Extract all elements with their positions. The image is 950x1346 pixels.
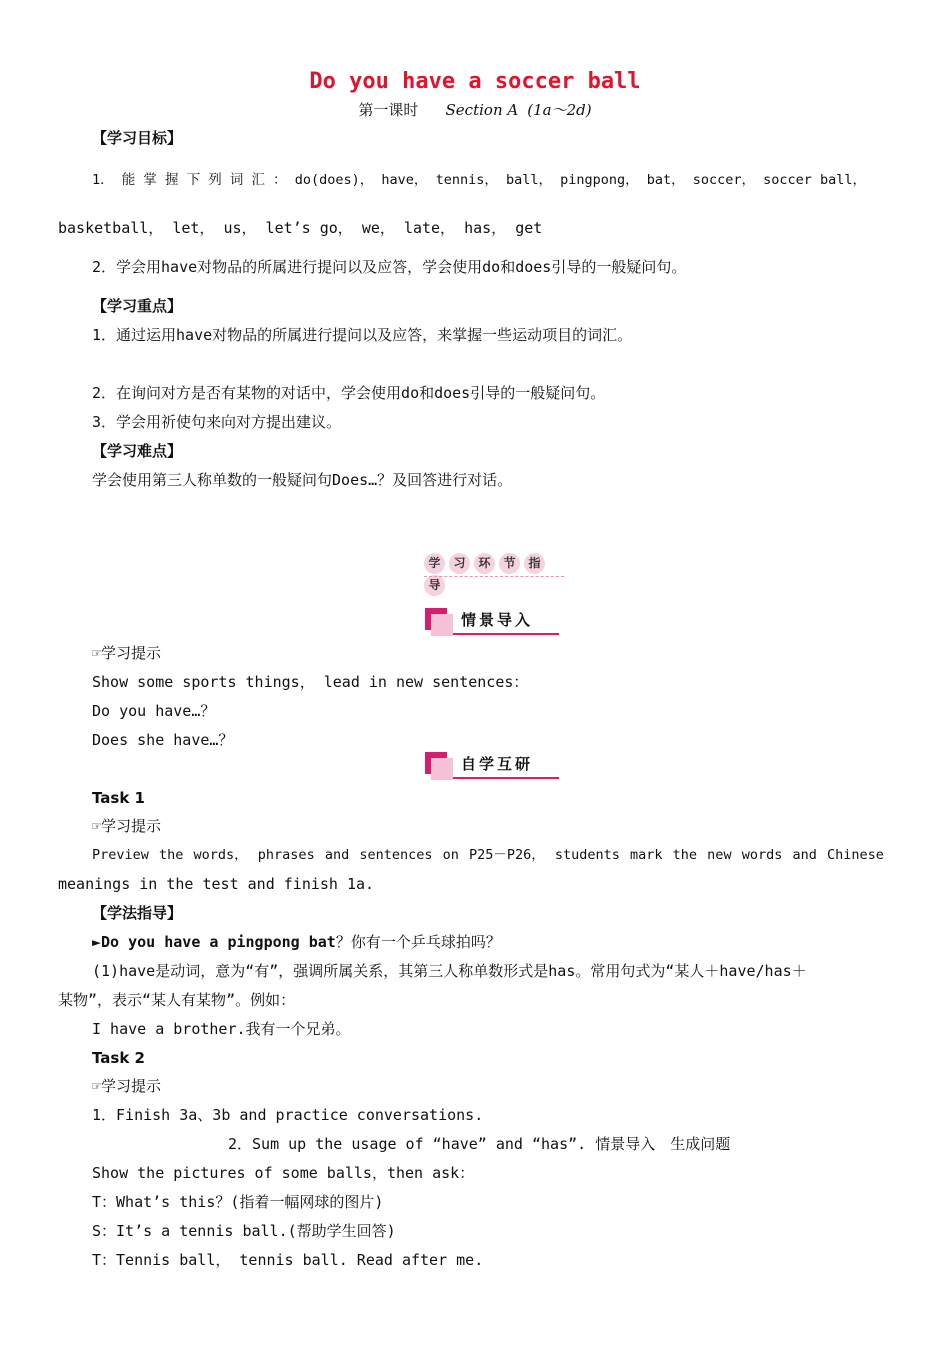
focus-heading: 【学习重点】	[92, 297, 183, 315]
learning-steps-banner	[424, 552, 564, 592]
focus-item-2: 2．在询问对方是否有某物的对话中，学会使用do和does引导的一般疑问句。	[92, 384, 606, 402]
document-title: Do you have a soccer ball	[309, 69, 641, 94]
section-header-self-study	[425, 752, 559, 778]
grammar-example: I have a brother.我有一个兄弟。	[92, 1020, 351, 1038]
task-2-item-1: 1．Finish 3a、3b and practice conversations.	[92, 1106, 484, 1124]
banner-char: 学	[424, 553, 445, 574]
focus-item-3: 3．学会用祈使句来向对方提出建议。	[92, 413, 342, 431]
goals-heading: 【学习目标】	[92, 129, 183, 147]
section-header-scenario	[425, 608, 559, 634]
section-square-icon	[431, 614, 453, 636]
preview-line-1: Preview the words， phrases and sentences on P25－P26， students mark the new words and Chinese	[92, 847, 884, 863]
focus-item-1: 1．通过运用have对物品的所属进行提问以及应答，来掌握一些运动项目的词汇。	[92, 326, 633, 344]
document-subtitle	[0, 100, 950, 120]
section-range: (1a～2d)	[527, 101, 592, 119]
example-sentence-translation: ？你有一个乒乓球拍吗？	[335, 933, 501, 951]
section-underline	[453, 633, 559, 635]
goals-item-2: 2．学会用have对物品的所属进行提问以及应答，学会使用do和does引导的一般疑问句。	[92, 258, 687, 276]
section-header-label: 情景导入	[461, 611, 534, 629]
banner-char: 节	[499, 553, 520, 574]
goals-item-1-line-1: 1． 能 掌 握 下 列 词 汇 ： do(does)， have， tennis， ball， pingpong， bat， soccer， soccer ball，	[92, 172, 867, 188]
section1-line-2: Do you have…？	[92, 702, 216, 720]
show-pictures-line: Show the pictures of some balls，then ask：	[92, 1164, 475, 1182]
grammar-note-line-1: (1)have是动词，意为“有”，强调所属关系，其第三人称单数形式是has。常用句式为“某人＋have/has＋	[92, 962, 807, 980]
example-sentence-english: ►Do you have a pingpong bat	[92, 933, 336, 951]
section1-line-1: Show some sports things， lead in new sentences：	[92, 673, 529, 691]
section-header-label: 自学互研	[461, 755, 534, 773]
section-square-icon	[431, 758, 453, 780]
dialog-line-3: T：Tennis ball， tennis ball. Read after me.	[92, 1251, 484, 1269]
banner-char: 指	[524, 553, 545, 574]
task-2-hint: ☞学习提示	[92, 1077, 162, 1095]
difficulty-heading: 【学习难点】	[92, 442, 183, 460]
banner-char: 导	[424, 575, 445, 596]
difficulty-text: 学会使用第三人称单数的一般疑问句Does…？及回答进行对话。	[92, 471, 513, 489]
section-underline	[453, 777, 559, 779]
section1-hint: ☞学习提示	[92, 644, 162, 662]
banner-char: 环	[474, 553, 495, 574]
task-1-hint: ☞学习提示	[92, 817, 162, 835]
task-2-heading: Task 2	[92, 1049, 145, 1067]
task-2-item-2: 2．Sum up the usage of “have” and “has”. 情景导入 生成问题	[228, 1135, 731, 1153]
banner-char: 习	[449, 553, 470, 574]
example-sentence	[92, 932, 501, 952]
dialog-line-1: T：What’s this？(指着一幅网球的图片)	[92, 1193, 384, 1211]
dialog-line-2: S：It’s a tennis ball.(帮助学生回答)	[92, 1222, 396, 1240]
goals-item-1-line-2: basketball， let， us， let’s go， we， late， has， get	[58, 219, 543, 237]
section1-line-3: Does she have…？	[92, 731, 234, 749]
grammar-note-line-2: 某物”，表示“某人有某物”。例如：	[58, 991, 296, 1009]
banner-underline	[424, 576, 564, 577]
task-1-heading: Task 1	[92, 789, 145, 807]
section-label: Section A	[445, 101, 519, 119]
method-heading: 【学法指导】	[92, 904, 183, 922]
lesson-label: 第一课时	[358, 101, 419, 119]
preview-line-2: meanings in the test and finish 1a.	[58, 875, 375, 893]
